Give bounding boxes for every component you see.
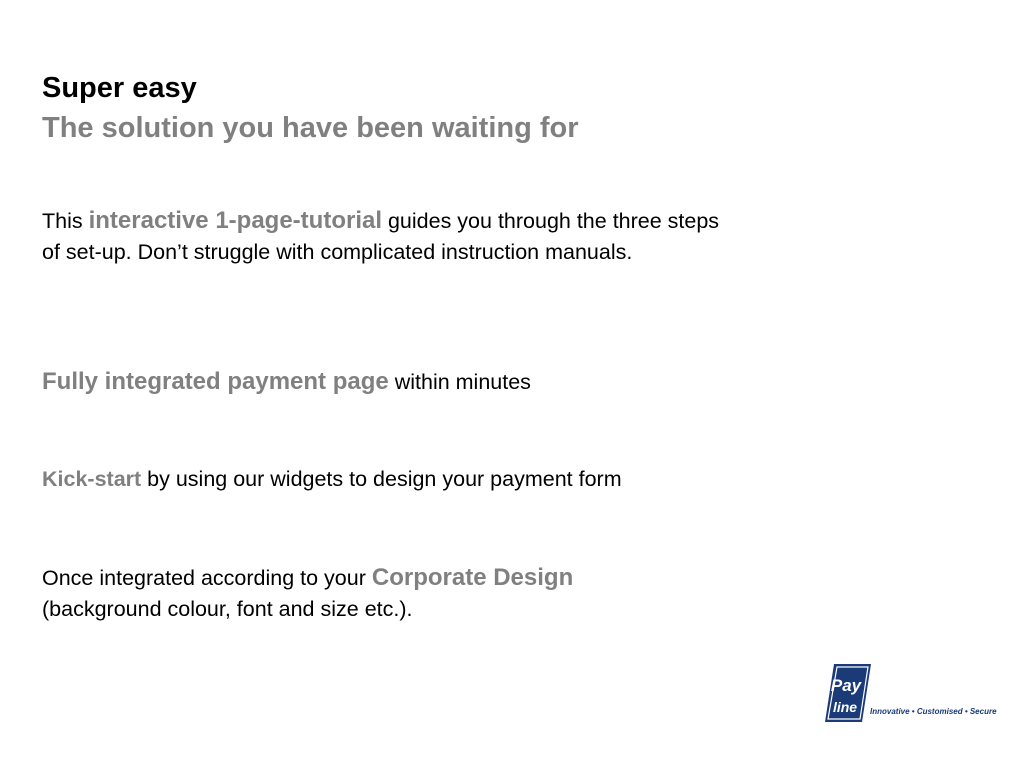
tutorial-highlight: interactive 1-page-tutorial [88, 207, 382, 234]
logo-tagline: Innovative • Customised • Secure [870, 707, 997, 716]
corporate-design-paragraph [42, 562, 732, 625]
tutorial-body-text: guides you through the three steps of set-up. Don’t struggle with complicated instruction manuals. [42, 209, 720, 264]
slide-title: Super easy [42, 72, 197, 104]
tutorial-intro-text: This [42, 209, 89, 233]
logo-wordmark-bottom: line [832, 699, 858, 715]
corporate-design-intro-text: Once integrated according to your [42, 566, 372, 590]
corporate-design-body-text: (background colour, font and size etc.). [42, 597, 413, 621]
kickstart-paragraph [42, 464, 762, 495]
integration-body-text: within minutes [388, 370, 531, 394]
kickstart-highlight: Kick-start [42, 467, 142, 491]
corporate-design-highlight: Corporate Design [371, 564, 574, 591]
logo-wordmark-top: Pay [830, 676, 862, 695]
integration-highlight: Fully integrated payment page [42, 368, 389, 395]
tutorial-paragraph [42, 205, 732, 268]
payline-logo [824, 662, 997, 726]
payline-logo-icon [824, 662, 872, 724]
slide-subtitle: The solution you have been waiting for [42, 112, 579, 144]
kickstart-body-text: by using our widgets to design your payment form [141, 467, 622, 491]
integration-paragraph [42, 366, 762, 398]
